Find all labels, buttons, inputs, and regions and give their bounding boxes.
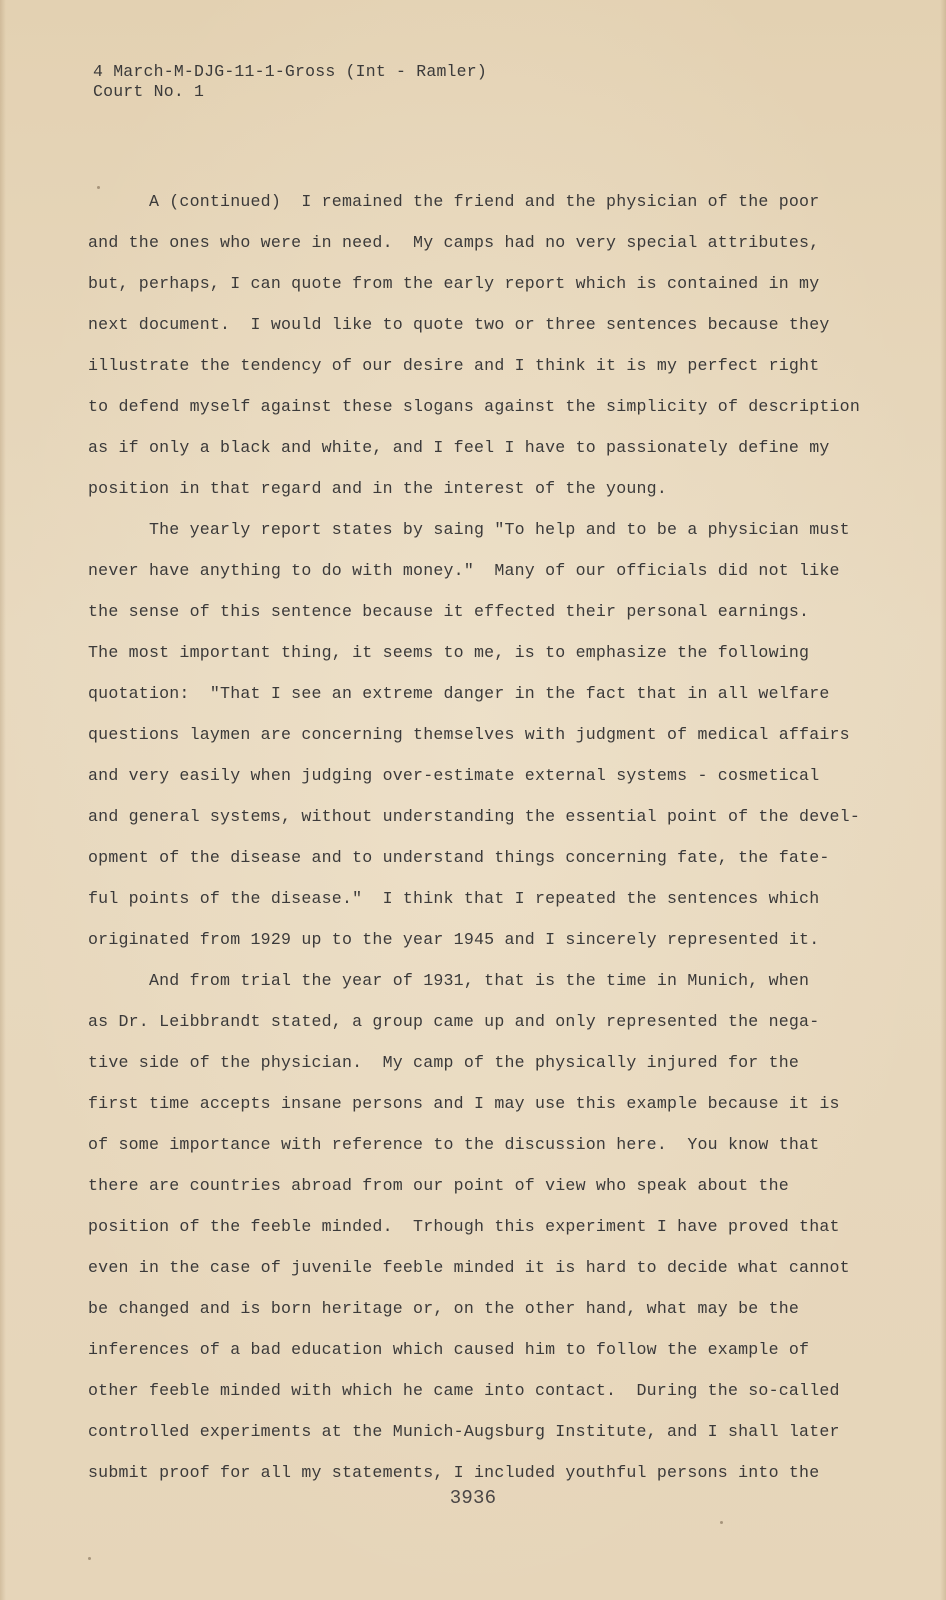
transcript-line: as Dr. Leibbrandt stated, a group came up and only represented the nega- [88, 1012, 820, 1031]
document-header [93, 62, 487, 102]
transcript-line: even in the case of juvenile feeble minded it is hard to decide what cannot [88, 1258, 850, 1277]
transcript-line: of some importance with reference to the discussion here. You know that [88, 1135, 820, 1154]
transcript-line: submit proof for all my statements, I included youthful persons into the [88, 1463, 820, 1482]
transcript-line: originated from 1929 up to the year 1945 and I sincerely represented it. [88, 930, 820, 949]
transcript-line: The yearly report states by saing "To help and to be a physician must [88, 520, 850, 539]
transcript-line: ful points of the disease." I think that I repeated the sentences which [88, 889, 820, 908]
transcript-line: tive side of the physician. My camp of the physically injured for the [88, 1053, 800, 1072]
transcript-line: A (continued) I remained the friend and the physician of the poor [88, 192, 820, 211]
transcript-line: controlled experiments at the Munich-Augsburg Institute, and I shall later [88, 1422, 840, 1441]
transcript-line: questions laymen are concerning themselves with judgment of medical affairs [88, 725, 850, 744]
page-number: 3936 [449, 1487, 497, 1509]
transcript-line: and the ones who were in need. My camps had no very special attributes, [88, 233, 820, 252]
transcript-line: to defend myself against these slogans against the simplicity of description [88, 397, 860, 416]
transcript-line: next document. I would like to quote two or three sentences because they [88, 315, 830, 334]
transcript-line: other feeble minded with which he came into contact. During the so-called [88, 1381, 840, 1400]
transcript-line: but, perhaps, I can quote from the early report which is contained in my [88, 274, 820, 293]
transcript-line: illustrate the tendency of our desire and I think it is my perfect right [88, 356, 820, 375]
transcript-line: be changed and is born heritage or, on the other hand, what may be the [88, 1299, 800, 1318]
transcript-line: as if only a black and white, and I feel I have to passionately define my [88, 438, 830, 457]
transcript-line: never have anything to do with money." Many of our officials did not like [88, 561, 840, 580]
transcript-line: and very easily when judging over-estimate external systems - cosmetical [88, 766, 820, 785]
transcript-line: inferences of a bad education which caused him to follow the example of [88, 1340, 810, 1359]
transcript-line: The most important thing, it seems to me, is to emphasize the following [88, 643, 810, 662]
transcript-body [88, 181, 868, 1493]
transcript-line: quotation: "That I see an extreme danger in the fact that in all welfare [88, 684, 830, 703]
transcript-line: opment of the disease and to understand things concerning fate, the fate- [88, 848, 830, 867]
transcript-line: position in that regard and in the interest of the young. [88, 479, 667, 498]
header-reference-line: 4 March-M-DJG-11-1-Gross (Int - Ramler) [93, 62, 487, 81]
paper-speck [88, 1557, 91, 1560]
transcript-line: there are countries abroad from our point of view who speak about the [88, 1176, 789, 1195]
paper-speck [720, 1521, 723, 1524]
left-edge-shadow [0, 0, 6, 1600]
transcript-line: and general systems, without understanding the essential point of the devel- [88, 807, 860, 826]
transcript-line: first time accepts insane persons and I may use this example because it is [88, 1094, 840, 1113]
transcript-line: the sense of this sentence because it effected their personal earnings. [88, 602, 810, 621]
paper-speck [97, 186, 100, 189]
transcript-line: position of the feeble minded. Trhough this experiment I have proved that [88, 1217, 840, 1236]
header-court-line: Court No. 1 [93, 82, 205, 101]
right-edge-shadow [940, 0, 946, 1600]
transcript-line: And from trial the year of 1931, that is the time in Munich, when [88, 971, 810, 990]
